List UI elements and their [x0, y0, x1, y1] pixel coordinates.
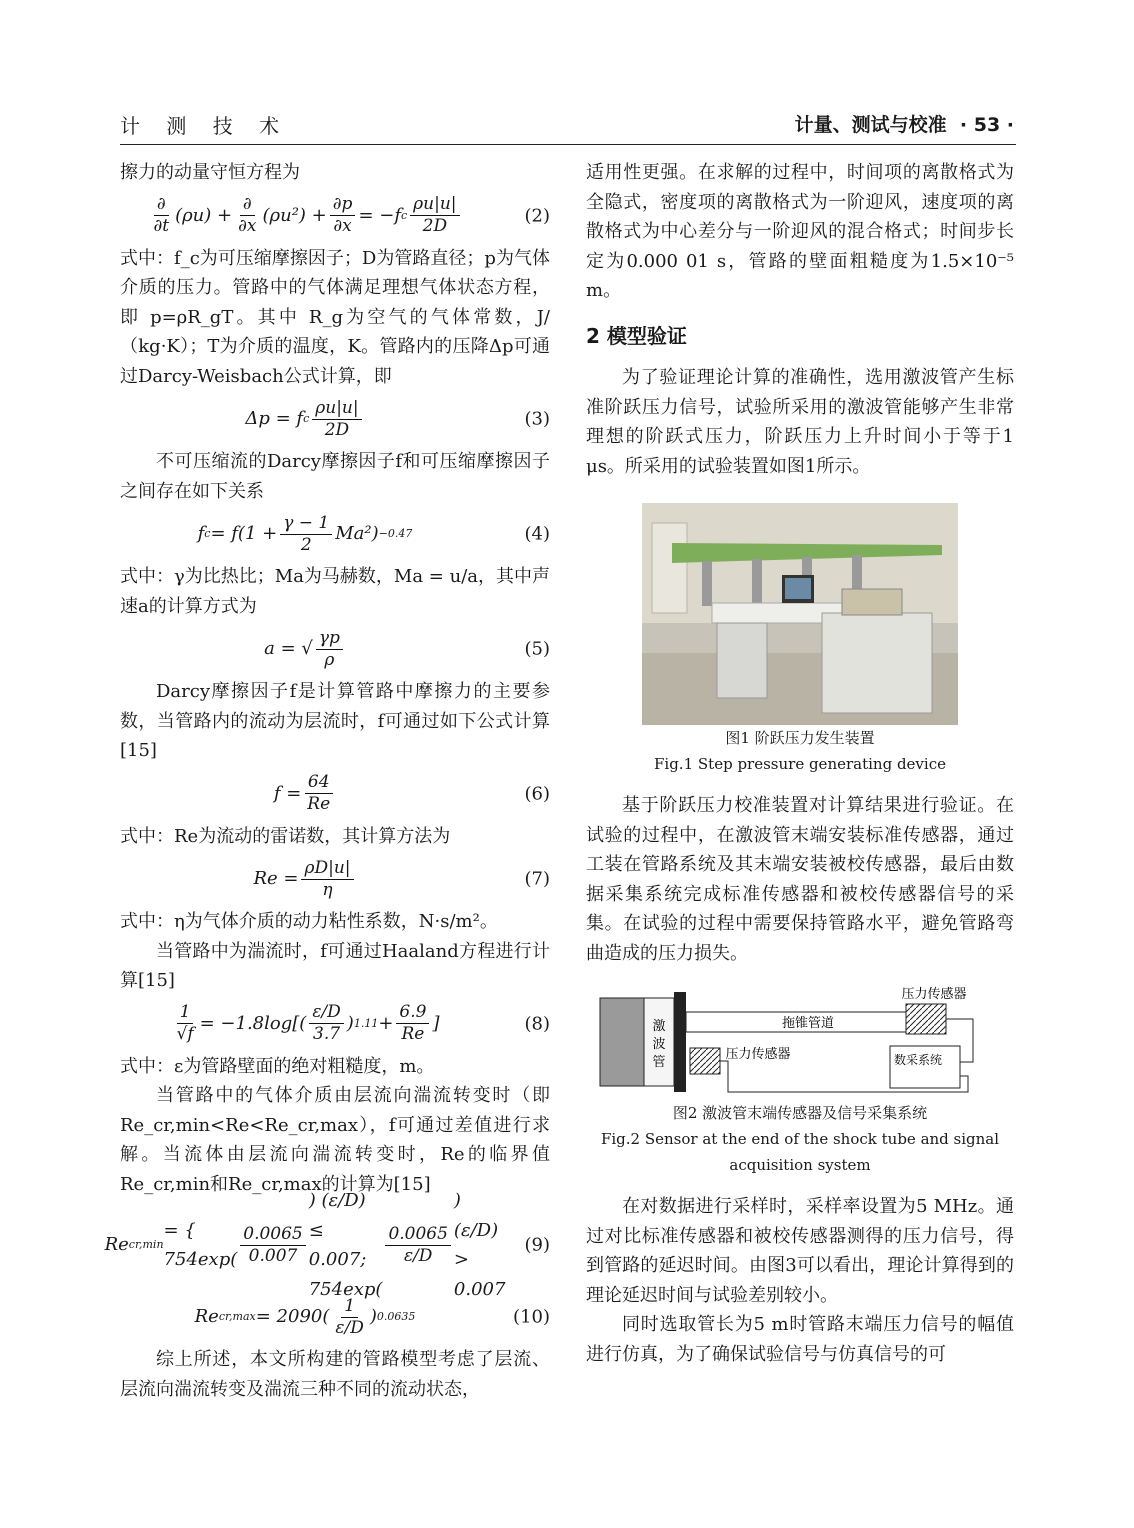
equation-number: (7) [524, 868, 550, 890]
equation-5: a = √ $\frac{\gamma p}{\rho}$ (5) [264, 627, 550, 670]
figure-1-photo [642, 503, 958, 725]
header-right [795, 110, 1014, 137]
equation-3: Δp = f c $\frac{\rho u|u|}{2D}$ (3) [245, 397, 550, 440]
figure-2-caption-cn: 图2 激波管末端传感器及信号采集系统 [672, 1104, 928, 1122]
figure-1-caption-cn: 图1 阶跃压力发生装置 [725, 729, 875, 747]
equation-number: (9) [524, 1234, 550, 1256]
left-column [104, 158, 550, 1404]
paragraph: 当管路中的气体介质由层流向湍流转变时（即Re_cr,min<Re<Re_cr,max），f可通过差值进行求解。当流体由层流向湍流转变时，Re的临界值Re_cr,min和Re_cr,max的计算为[15] [120, 1085, 550, 1195]
equation-7: Re = $\frac{\rho D|u|}{\eta}$ (7) [253, 857, 550, 900]
equation-number: (4) [524, 523, 550, 545]
paragraph: 式中：f_c为可压缩摩擦因子；D为管路直径；p为气体介质的压力。管路中的气体满足理想气体状态方程，即 p=ρR_gT。其中 R_g为空气的气体常数，J/（kg·K）；T为介质的温度，K。管路内的压降Δp可通过Darcy-Weisbach公式计算，即 [120, 247, 550, 387]
fig2-label-sensor-left: 压力传感器 [725, 1047, 791, 1062]
equation-6: f = $\frac{64}{Re}$ (6) [273, 772, 550, 814]
equation-10: Re cr,max = 2090( $\frac{1}{\varepsilon/D}$ ) 0.0635 (10) [194, 1295, 550, 1338]
fig2-label-daq: 数采系统 [893, 1053, 943, 1067]
equation-number: (5) [524, 638, 550, 660]
figure-2-caption-en: Fig.2 Sensor at the end of the shock tube and signal acquisition system [600, 1130, 1000, 1174]
paragraph: 综上所述，本文所构建的管路模型考虑了层流、层流向湍流转变及湍流三种不同的流动状态， [120, 1349, 550, 1400]
paragraph: 为了验证理论计算的准确性，选用激波管产生标准阶跃压力信号，试验所采用的激波管能够产生非常理想的阶跃式压力，阶跃压力上升时间小于等于1 μs。所采用的试验装置如图1所示。 [586, 367, 1014, 477]
paragraph: 当管路中为湍流时，f可通过Haaland方程进行计算[15] [120, 940, 550, 991]
equation-8: $\frac{1}{√f}$ = −1.8log[( $\frac{\varepsilon/D}{3.7}$ ) 1.11 + $\frac{6.9}{Re}$ ] (8) [176, 1002, 550, 1044]
paragraph: 式中：ε为管路壁面的绝对粗糙度，m。 [120, 1055, 435, 1077]
header-rule [120, 144, 1016, 145]
equation-number: (2) [524, 204, 550, 226]
paragraph: 适用性更强。在求解的过程中，时间项的离散格式为全隐式，密度项的离散格式为一阶迎风，速度项的离散格式为中心差分与一阶迎风的混合格式；时间步长定为0.000 01 s，管路的壁面粗糙度为1.5×10⁻⁵ m。 [586, 162, 1014, 301]
fig2-label-tube-1: 激 [652, 1019, 666, 1034]
paragraph: 同时选取管长为5 m时管路末端压力信号的幅值进行仿真，为了确保试验信号与仿真信号的可 [586, 1314, 1014, 1365]
equation-9: Re cr,min = { 754exp( $\frac{0.0065}{0.007}$ ) (ε/D) ≤ 0.007; 754exp( $\frac{0.0065}{\varepsilon/D}$ ) (ε/D) > 0.007 (9) [104, 1190, 550, 1300]
figure-2-diagram [598, 984, 1002, 1100]
paragraph: 式中：Re为流动的雷诺数，其计算方法为 [120, 825, 451, 847]
journal-name: 计 测 技 术 [120, 114, 290, 138]
paragraph: 在对数据进行采样时，采样率设置为5 MHz。通过对比标准传感器和被校传感器测得的压力信号，得到管路的延迟时间。由图3可以看出，理论计算得到的理论延迟时间与试验差别较小。 [586, 1196, 1014, 1306]
equation-4: f c = f(1 + $\frac{\gamma - 1}{2}$ Ma²) −0.47 (4) [197, 512, 550, 555]
paragraph: 不可压缩流的Darcy摩擦因子f和可压缩摩擦因子之间存在如下关系 [120, 451, 550, 502]
equation-number: (6) [524, 782, 550, 804]
paragraph: 基于阶跃压力校准装置对计算结果进行验证。在试验的过程中，在激波管末端安装标准传感器，通过工装在管路系统及其末端安装被校传感器，最后由数据采集系统完成标准传感器和被校传感器信号的采集。在试验的过程中需要保持管路水平，避免管路弯曲造成的压力损失。 [586, 795, 1014, 964]
right-column [586, 158, 1014, 1369]
fig2-label-tube-2: 波 [652, 1037, 666, 1052]
equation-2: $\frac{\partial}{\partial t}$ (ρu) + $\frac{\partial}{\partial x}$ (ρu²) + $\frac{\partial p}{\partial x}$ = −f c $\frac{\rho u|u|}{2D}$ (2) [153, 194, 550, 236]
equation-number: (10) [513, 1306, 550, 1328]
fig2-label-sensor-top: 压力传感器 [901, 987, 967, 1002]
equation-number: (8) [524, 1012, 550, 1034]
paragraph: Darcy摩擦因子f是计算管路中摩擦力的主要参数，当管路内的流动为层流时，f可通过如下公式计算[15] [120, 681, 550, 761]
equation-number: (3) [524, 408, 550, 430]
paragraph: 擦力的动量守恒方程为 [120, 162, 300, 183]
paragraph: 式中：γ为比热比；Ma为马赫数，Ma = u/a，其中声速a的计算方式为 [120, 566, 550, 617]
fig2-label-pipe: 拖锥管道 [781, 1016, 835, 1031]
paragraph: 式中：η为气体介质的动力粘性系数，N·s/m²。 [120, 911, 498, 932]
figure-1-caption-en: Fig.1 Step pressure generating device [654, 755, 946, 773]
section-heading: 2 模型验证 [586, 323, 687, 348]
fig2-label-tube-3: 管 [652, 1055, 666, 1070]
section-name: 计量、测试与校准 [794, 114, 947, 136]
page-number: · 53 · [959, 114, 1014, 136]
